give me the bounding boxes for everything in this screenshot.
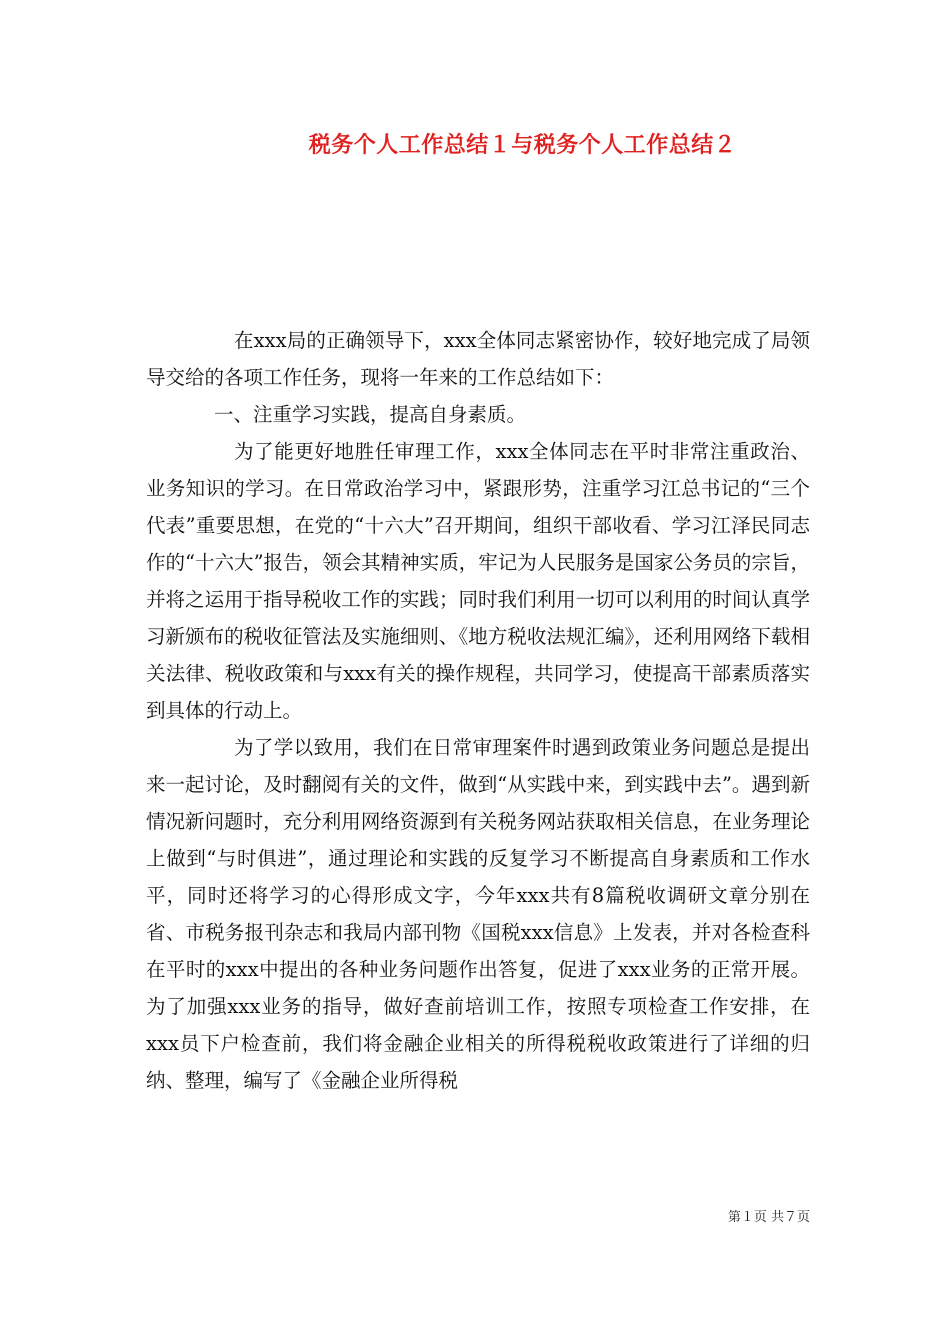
document-body <box>146 322 810 1099</box>
document-title: 税务个人工作总结１与税务个人工作总结２ <box>308 132 737 158</box>
paragraph-intro: 在xxx局的正确领导下，xxx全体同志紧密协作，较好地完成了局领导交给的各项工作任务，现将一年来的工作总结如下： <box>146 329 810 389</box>
paragraph-practice: 为了学以致用，我们在日常审理案件时遇到政策业务问题总是提出来一起讨论，及时翻阅有关的文件，做到“从实践中来，到实践中去”。遇到新情况新问题时，充分利用网络资源到有关税务网站获取相关信息，在业务理论上做到“与时俱进”，通过理论和实践的反复学习不断提高自身素质和工作水平，同时还将学习的心得形成文字，今年xxx共有8篇税收调研文章分别在省、市税务报刊杂志和我局内部刊物《国税xxx信息》上发表，并对各检查科在平时的xxx中提出的各种业务问题作出答复，促进了xxx业务的正常开展。为了加强xxx业务的指导，做好查前培训工作，按照专项检查工作安排，在xxx员下户检查前，我们将金融企业相关的所得税税收政策进行了详细的归纳、整理，编写了《金融企业所得税 <box>146 736 810 1092</box>
section-heading: 一、注重学习实践，提高自身素质。 <box>214 403 527 426</box>
paragraph-study: 为了能更好地胜任审理工作，xxx全体同志在平时非常注重政治、业务知识的学习。在日常政治学习中，紧跟形势，注重学习江总书记的“三个代表”重要思想，在党的“十六大”召开期间，组织干部收看、学习江泽民同志作的“十六大”报告，领会其精神实质，牢记为人民服务是国家公务员的宗旨，并将之运用于指导税收工作的实践；同时我们利用一切可以利用的时间认真学习新颁布的税收征管法及实施细则、《地方税收法规汇编》，还利用网络下载相关法律、税收政策和与xxx有关的操作规程，共同学习，使提高干部素质落实到具体的行动上。 <box>146 440 810 722</box>
page-number-footer: 第１页 共７页 <box>727 1210 810 1225</box>
